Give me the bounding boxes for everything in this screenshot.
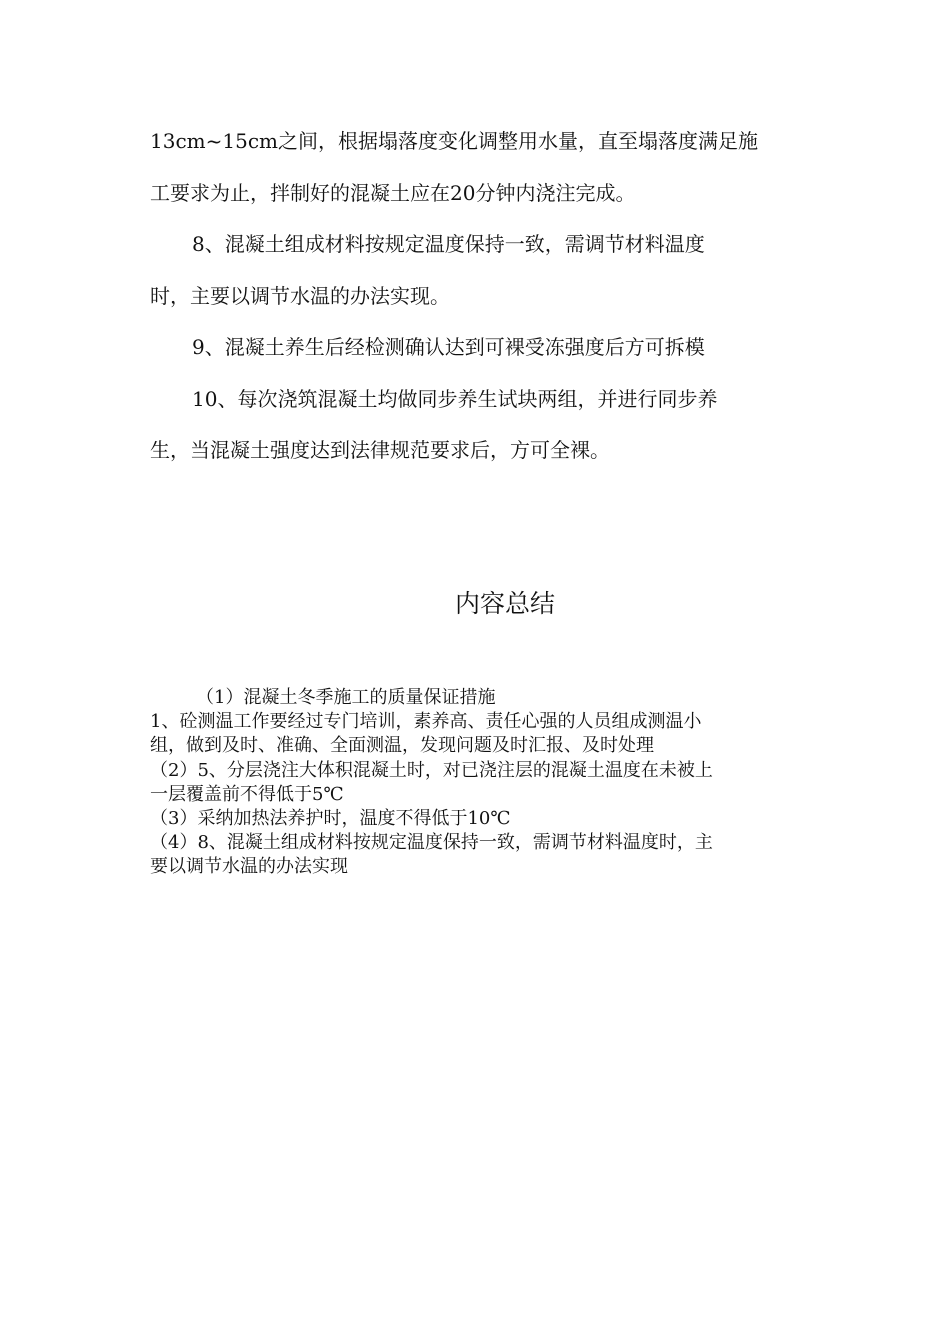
summary-line: 一层覆盖前不得低于5℃	[150, 783, 344, 805]
body-line: 9、混凝土养生后经检测确认达到可裸受冻强度后方可拆模	[192, 335, 705, 359]
summary-line: （2）5、分层浇注大体积混凝土时，对已浇注层的混凝土温度在未被上	[150, 759, 713, 781]
body-text	[150, 116, 805, 477]
summary-line: 组，做到及时、准确、全面测温，发现问题及时汇报、及时处理	[150, 735, 654, 757]
summary-title: 内容总结	[454, 589, 555, 618]
body-line: 8、混凝土组成材料按规定温度保持一致，需调节材料温度	[192, 232, 705, 256]
summary-line: （4）8、混凝土组成材料按规定温度保持一致，需调节材料温度时，主	[150, 832, 713, 854]
body-line: 生，当混凝土强度达到法律规范要求后，方可全裸。	[150, 438, 610, 462]
summary-line: （3）采纳加热法养护时，温度不得低于10℃	[150, 808, 511, 830]
summary-line: （1）混凝土冬季施工的质量保证措施	[196, 687, 496, 708]
body-line: 13cm~15cm之间，根据塌落度变化调整用水量，直至塌落度满足施	[150, 129, 758, 153]
summary-line: 1、砼测温工作要经过专门培训，素养高、责任心强的人员组成测温小	[150, 711, 702, 733]
summary-line: 要以调节水温的办法实现	[150, 856, 348, 878]
summary-section	[150, 686, 810, 880]
body-line: 10、每次浇筑混凝土均做同步养生试块两组，并进行同步养	[192, 386, 718, 411]
body-line: 工要求为止，拌制好的混凝土应在20分钟内浇注完成。	[150, 180, 636, 205]
body-line: 时，主要以调节水温的办法实现。	[150, 283, 450, 308]
